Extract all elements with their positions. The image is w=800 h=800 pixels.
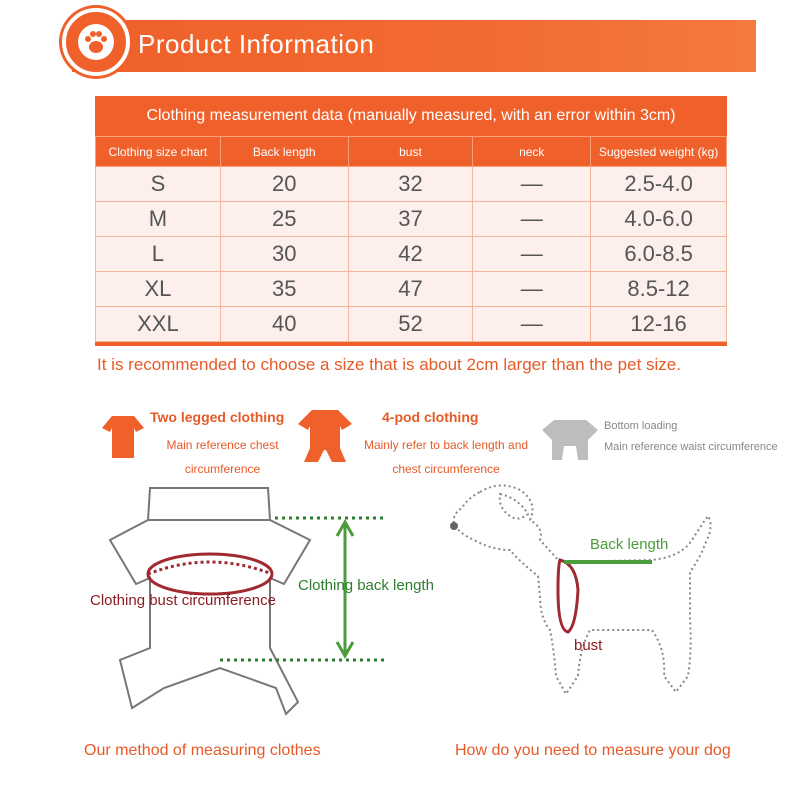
four-pod-desc-line2: chest circumference xyxy=(392,462,500,476)
bust-cell: 37 xyxy=(348,202,473,237)
dog-back-length-label: Back length xyxy=(590,536,669,553)
two-legged-desc xyxy=(150,433,295,481)
back-length-cell: 30 xyxy=(220,237,348,272)
size-recommendation-note: It is recommended to choose a size that is about 2cm larger than the pet size. xyxy=(97,355,681,374)
size-cell: M xyxy=(96,202,221,237)
table-header-row xyxy=(96,137,727,167)
table-row xyxy=(96,202,727,237)
size-cell: XXL xyxy=(96,307,221,342)
back-length-cell: 25 xyxy=(220,202,348,237)
bust-cell: 47 xyxy=(348,272,473,307)
four-pod-title: 4-pod clothing xyxy=(382,409,479,425)
neck-cell: — xyxy=(473,167,591,202)
neck-cell: — xyxy=(473,307,591,342)
clothes-method-caption: Our method of measuring clothes xyxy=(84,742,321,759)
bust-cell: 52 xyxy=(348,307,473,342)
size-cell: XL xyxy=(96,272,221,307)
dog-diagram xyxy=(440,480,730,710)
two-legged-desc-line1: Main reference chest xyxy=(166,438,279,452)
two-legged-desc-line2: circumference xyxy=(184,462,261,476)
table-row xyxy=(96,167,727,202)
column-header: Clothing size chart xyxy=(96,137,221,167)
dog-method-caption: How do you need to measure your dog xyxy=(455,742,731,759)
clothing-bust-label: Clothing bust circumference xyxy=(90,592,276,609)
back-length-cell: 20 xyxy=(220,167,348,202)
dog-bust-label: bust xyxy=(574,637,603,654)
table-caption: Clothing measurement data (manually measured, with an error within 3cm) xyxy=(146,107,676,124)
size-cell: L xyxy=(96,237,221,272)
two-legged-title: Two legged clothing xyxy=(150,409,285,425)
size-cell: S xyxy=(96,167,221,202)
page-title: Product Information xyxy=(138,29,375,59)
neck-cell: — xyxy=(473,237,591,272)
paw-badge xyxy=(62,8,130,76)
table-row xyxy=(96,237,727,272)
size-table xyxy=(95,96,727,346)
bottom-loading-icon xyxy=(542,420,598,460)
weight-cell: 8.5-12 xyxy=(591,272,727,307)
column-header: bust xyxy=(348,137,473,167)
column-header: Back length xyxy=(220,137,348,167)
weight-cell: 12-16 xyxy=(591,307,727,342)
clothing-back-length-label: Clothing back length xyxy=(298,577,434,594)
bottom-loading-desc-line: Main reference waist circumference xyxy=(604,441,778,453)
weight-cell: 2.5-4.0 xyxy=(591,167,727,202)
bust-cell: 32 xyxy=(348,167,473,202)
back-length-cell: 40 xyxy=(220,307,348,342)
table-row xyxy=(96,272,727,307)
neck-cell: — xyxy=(473,272,591,307)
four-pod-desc-line1: Mainly refer to back length and xyxy=(363,438,529,452)
table-row xyxy=(96,307,727,342)
bust-cell: 42 xyxy=(348,237,473,272)
two-legged-shirt-icon xyxy=(102,414,144,460)
four-pod-desc xyxy=(350,433,542,481)
back-length-cell: 35 xyxy=(220,272,348,307)
paw-icon xyxy=(78,24,114,60)
four-legged-suit-icon xyxy=(298,408,352,464)
bottom-loading-desc xyxy=(604,416,794,458)
bottom-loading-title: Bottom loading xyxy=(604,420,678,432)
weight-cell: 4.0-6.0 xyxy=(591,202,727,237)
size-chart xyxy=(95,136,727,342)
column-header: neck xyxy=(473,137,591,167)
column-header: Suggested weight (kg) xyxy=(591,137,727,167)
neck-cell: — xyxy=(473,202,591,237)
weight-cell: 6.0-8.5 xyxy=(591,237,727,272)
